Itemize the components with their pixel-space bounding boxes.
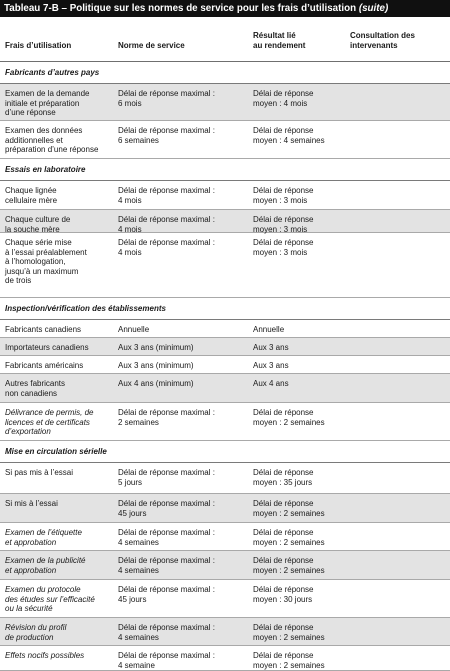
table-row (0, 210, 450, 233)
table-header (0, 20, 450, 62)
cell-frais: Fabricants canadiens (5, 325, 82, 334)
section-header: Fabricants d’autres pays (0, 62, 450, 84)
table-row (0, 84, 450, 121)
cell-frais: Fabricants américains (5, 361, 84, 370)
cell-norme: Annuelle (118, 325, 150, 334)
cell-resultat: Délai de réponse moyen : 30 jours (253, 585, 314, 604)
table-row (0, 494, 450, 523)
cell-norme: Délai de réponse maximal : 4 semaines (118, 556, 215, 575)
table-row (0, 580, 450, 618)
cell-frais: Examen des données additionnelles et préparation d’une réponse (5, 126, 99, 154)
cell-norme: Délai de réponse maximal : 6 mois (118, 89, 215, 108)
table-row (0, 618, 450, 646)
cell-norme: Délai de réponse maximal : 4 semaines (118, 623, 215, 642)
cell-resultat: Délai de réponse moyen : 4 mois (253, 89, 314, 108)
cell-resultat: Délai de réponse moyen : 3 mois (253, 215, 314, 234)
table-title-suffix: (suite) (358, 3, 389, 14)
table-row (0, 356, 450, 374)
table-row (0, 463, 450, 494)
header-consultation: Consultation des intervenants (350, 31, 415, 50)
cell-frais: Examen de l’étiquette et approbation (5, 528, 82, 547)
cell-norme: Délai de réponse maximal : 4 mois (118, 238, 215, 257)
cell-norme: Délai de réponse maximal : 6 semaines (118, 126, 215, 145)
cell-resultat: Délai de réponse moyen : 3 mois (253, 186, 314, 205)
cell-frais: Si pas mis à l’essai (5, 468, 74, 477)
table-title (0, 0, 450, 17)
cell-frais: Examen de la demande initiale et préparation d’une réponse (5, 89, 90, 117)
cell-frais: Délivrance de permis, de licences et de certificats d’exportation (5, 408, 94, 436)
cell-resultat: Délai de réponse moyen : 2 semaines (253, 499, 325, 518)
cell-resultat: Aux 3 ans (253, 361, 289, 370)
cell-resultat: Délai de réponse moyen : 2 semaines (253, 623, 325, 642)
cell-norme: Aux 4 ans (minimum) (118, 379, 194, 388)
cell-norme: Délai de réponse maximal : 4 mois (118, 186, 215, 205)
cell-norme: Délai de réponse maximal : 5 jours (118, 468, 215, 487)
cell-frais: Autres fabricants non canadiens (5, 379, 66, 398)
table-row (0, 403, 450, 441)
cell-norme: Délai de réponse maximal : 45 jours (118, 585, 215, 604)
cell-frais: Examen du protocole des études sur l’efficacité ou la sécurité (5, 585, 95, 613)
cell-frais: Effets nocifs possibles (5, 651, 85, 660)
cell-frais: Chaque lignée cellulaire mère (5, 186, 58, 205)
cell-frais: Si mis à l’essai (5, 499, 58, 508)
cell-norme: Aux 3 ans (minimum) (118, 343, 194, 352)
cell-resultat: Aux 4 ans (253, 379, 289, 388)
table-row (0, 181, 450, 210)
cell-norme: Délai de réponse maximal : 4 semaine (118, 651, 215, 670)
header-resultat: Résultat lié au rendement (253, 31, 306, 50)
cell-frais: Chaque série mise à l’essai préalablement à l’homologation, jusqu’à un maximum de trois (5, 238, 87, 285)
table-row (0, 233, 450, 298)
cell-frais: Examen de la publicité et approbation (5, 556, 86, 575)
section-header: Inspection/vérification des établissements (0, 298, 450, 320)
table-row (0, 551, 450, 580)
cell-resultat: Délai de réponse moyen : 3 mois (253, 238, 314, 257)
table-row (0, 338, 450, 356)
cell-norme: Délai de réponse maximal : 4 semaines (118, 528, 215, 547)
table-row (0, 374, 450, 403)
cell-norme: Délai de réponse maximal : 2 semaines (118, 408, 215, 427)
cell-norme: Délai de réponse maximal : 45 jours (118, 499, 215, 518)
cell-resultat: Délai de réponse moyen : 2 semaines (253, 556, 325, 575)
cell-resultat: Délai de réponse moyen : 4 semaines (253, 126, 325, 145)
table-body (0, 62, 450, 671)
cell-resultat: Délai de réponse moyen : 2 semaines (253, 651, 325, 670)
header-norme: Norme de service (118, 41, 185, 50)
section-header: Mise en circulation sérielle (0, 441, 450, 463)
cell-norme: Aux 3 ans (minimum) (118, 361, 194, 370)
cell-resultat: Délai de réponse moyen : 35 jours (253, 468, 314, 487)
cell-resultat: Délai de réponse moyen : 2 semaines (253, 408, 325, 427)
table-row (0, 121, 450, 159)
table-row (0, 320, 450, 338)
header-frais: Frais d’utilisation (5, 41, 72, 50)
cell-norme: Délai de réponse maximal : 4 mois (118, 215, 215, 234)
cell-resultat: Annuelle (253, 325, 285, 334)
cell-resultat: Délai de réponse moyen : 2 semaines (253, 528, 325, 547)
section-header: Essais en laboratoire (0, 159, 450, 181)
cell-resultat: Aux 3 ans (253, 343, 289, 352)
cell-frais: Importateurs canadiens (5, 343, 89, 352)
cell-frais: Révision du profil de production (5, 623, 67, 642)
table-title-main: Tableau 7-B – Politique sur les normes de service pour les frais d’utilisation (4, 3, 357, 14)
table-row (0, 523, 450, 551)
cell-frais: Chaque culture de la souche mère (5, 215, 71, 234)
